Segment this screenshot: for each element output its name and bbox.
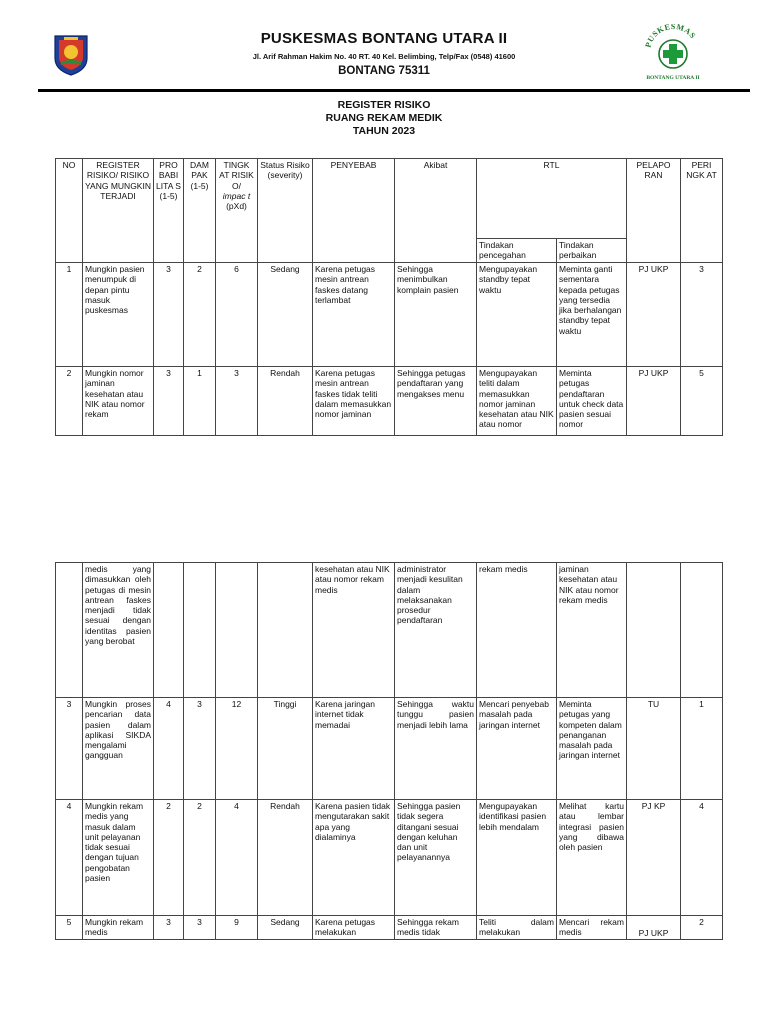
cell-probabilitas: 3: [154, 916, 184, 940]
cell-probabilitas: 2: [154, 800, 184, 916]
cell-penyebab: Karena jaringan internet tidak memadai: [313, 698, 395, 800]
header-tindakan-pencegahan: Tindakan pencegahan: [477, 239, 557, 263]
cell-peringkat: 3: [681, 263, 723, 367]
cell-pencegahan: Mengupayakan teliti dalam memasukkan nomor jaminan kesehatan atau NIK atau nomor: [477, 367, 557, 436]
cell-pencegahan: Mencari penyebab masalah pada jaringan internet: [477, 698, 557, 800]
cell-pencegahan: Teliti dalam melakukan: [477, 916, 557, 940]
header-penyebab: PENYEBAB: [313, 159, 395, 263]
header-tindakan-perbaikan: Tindakan perbaikan: [557, 239, 627, 263]
header-register: REGISTER RISIKO/ RISIKO YANG MUNGKIN TERJADI: [83, 159, 154, 263]
cell-penyebab: Karena petugas melakukan: [313, 916, 395, 940]
cell-risiko: medis yang dimasukkan oleh petugas di mesin antrean faskes menjadi tidak sesuai dengan identitas pasien yang berobat: [83, 563, 154, 698]
cell-penyebab: Karena petugas mesin antrean faskes tidak teliti dalam memasukkan nomor jaminan: [313, 367, 395, 436]
cell-status: Rendah: [258, 800, 313, 916]
cell-tingkat: 3: [216, 367, 258, 436]
cell-status: [258, 563, 313, 698]
title-line-2: RUANG REKAM MEDIK: [325, 112, 443, 124]
table-header-row: [56, 159, 723, 239]
cell-status: Sedang: [258, 916, 313, 940]
cell-akibat: Sehingga petugas pendaftaran yang mengakses menu: [395, 367, 477, 436]
cell-akibat: administrator menjadi kesulitan dalam melaksanakan prosedur pendaftaran: [395, 563, 477, 698]
cell-no: 2: [56, 367, 83, 436]
cell-perbaikan: Meminta ganti sementara kepada petugas yang tersedia jika berhalangan standby tepat waktu: [557, 263, 627, 367]
title-line-1: REGISTER RISIKO: [337, 99, 431, 111]
cell-akibat: Sehingga menimbulkan komplain pasien: [395, 263, 477, 367]
cell-akibat: Sehingga waktu tunggu pasien menjadi lebih lama: [395, 698, 477, 800]
table-row: [56, 563, 723, 698]
header-tingkat-part-b: impac t: [222, 190, 251, 201]
cell-probabilitas: 4: [154, 698, 184, 800]
table-row: [56, 916, 723, 940]
cell-perbaikan: jaminan kesehatan atau NIK atau nomor rekam medis: [557, 563, 627, 698]
cell-peringkat: 5: [681, 367, 723, 436]
organization-city: BONTANG 75311: [338, 65, 430, 77]
cell-dampak: 2: [184, 263, 216, 367]
header-rtl: RTL: [477, 159, 627, 239]
cell-peringkat: 2: [681, 916, 723, 940]
cell-perbaikan: Meminta petugas pendaftaran untuk check data pasien sesuai nomor: [557, 367, 627, 436]
cell-pencegahan: rekam medis: [477, 563, 557, 698]
organization-name: PUSKESMAS BONTANG UTARA II: [260, 30, 508, 47]
header-tingkat-part-c: (pXd): [226, 201, 247, 212]
cell-dampak: 3: [184, 916, 216, 940]
cell-probabilitas: [154, 563, 184, 698]
cell-perbaikan: Meminta petugas yang kompeten dalam penanganan masalah pada jaringan internet: [557, 698, 627, 800]
cell-no: [56, 563, 83, 698]
cell-tingkat: 6: [216, 263, 258, 367]
table-row: [56, 263, 723, 367]
table-row: [56, 800, 723, 916]
cell-status: Rendah: [258, 367, 313, 436]
header-pelaporan: PELAPO RAN: [627, 159, 681, 263]
cell-no: 5: [56, 916, 83, 940]
cell-pelapor: PJ UKP: [627, 916, 681, 940]
cell-no: 3: [56, 698, 83, 800]
cell-penyebab: Karena petugas mesin antrean faskes datang terlambat: [313, 263, 395, 367]
cell-no: 4: [56, 800, 83, 916]
cell-perbaikan: Melihat kartu atau lembar integrasi pasien yang dibawa oleh pasien: [557, 800, 627, 916]
cell-akibat: Sehingga pasien tidak segera ditangani sesuai dengan keluhan dan unit pelayanannya: [395, 800, 477, 916]
organization-address: Jl. Arif Rahman Hakim No. 40 RT. 40 Kel. Belimbing, Telp/Fax (0548) 41600: [252, 52, 516, 61]
cell-peringkat: 4: [681, 800, 723, 916]
table-row: [56, 698, 723, 800]
cell-risiko: Mungkin pasien menumpuk di depan pintu masuk puskesmas: [83, 263, 154, 367]
cell-pelapor: TU: [627, 698, 681, 800]
cell-tingkat: 9: [216, 916, 258, 940]
cell-no: 1: [56, 263, 83, 367]
puskesmas-logo: [642, 24, 704, 84]
document-title: [0, 99, 768, 138]
cell-risiko: Mungkin proses pencarian data pasien dalam aplikasi SIKDA mengalami gangguan: [83, 698, 154, 800]
cell-dampak: [184, 563, 216, 698]
header-probabilitas: PRO BABI LITA S (1-5): [154, 159, 184, 263]
logo-top-text: PUSKESMAS: [643, 24, 698, 49]
cell-peringkat: 1: [681, 698, 723, 800]
header-divider: [38, 89, 750, 92]
cell-penyebab: kesehatan atau NIK atau nomor rekam medis: [313, 563, 395, 698]
cell-pelapor: PJ UKP: [627, 367, 681, 436]
cell-risiko: Mungkin nomor jaminan kesehatan atau NIK atau nomor rekam: [83, 367, 154, 436]
risk-register-table-page-1: [55, 158, 723, 436]
header-tingkat-risiko: [216, 159, 258, 263]
cell-risiko: Mungkin rekam medis: [83, 916, 154, 940]
cell-pelapor: PJ UKP: [627, 263, 681, 367]
cell-peringkat: [681, 563, 723, 698]
header-peringkat: PERI NGK AT: [681, 159, 723, 263]
cell-penyebab: Karena pasien tidak mengutarakan sakit apa yang dialaminya: [313, 800, 395, 916]
header-akibat: Akibat: [395, 159, 477, 263]
cell-dampak: 3: [184, 698, 216, 800]
header-tingkat-part-a: TINGK AT RISIK O/: [219, 160, 254, 191]
cell-dampak: 2: [184, 800, 216, 916]
cell-pelapor: [627, 563, 681, 698]
risk-register-table-page-2: [55, 562, 723, 940]
cell-tingkat: [216, 563, 258, 698]
cell-status: Tinggi: [258, 698, 313, 800]
cell-tingkat: 12: [216, 698, 258, 800]
cell-akibat: Sehingga rekam medis tidak: [395, 916, 477, 940]
cell-status: Sedang: [258, 263, 313, 367]
cell-probabilitas: 3: [154, 367, 184, 436]
cell-tingkat: 4: [216, 800, 258, 916]
cell-pencegahan: Mengupayakan identifikasi pasien lebih mendalam: [477, 800, 557, 916]
cell-probabilitas: 3: [154, 263, 184, 367]
header-status: Status Risiko (severity): [258, 159, 313, 263]
cell-pelapor: PJ KP: [627, 800, 681, 916]
cell-pencegahan: Mengupayakan standby tepat waktu: [477, 263, 557, 367]
header-no: NO: [56, 159, 83, 263]
table-row: [56, 367, 723, 436]
logo-bottom-text: BONTANG UTARA II: [646, 75, 700, 81]
cell-dampak: 1: [184, 367, 216, 436]
title-line-3: TAHUN 2023: [352, 125, 416, 137]
cell-perbaikan: Mencari rekam medis: [557, 916, 627, 940]
header-dampak: DAM PAK (1-5): [184, 159, 216, 263]
cell-risiko: Mungkin rekam medis yang masuk dalam unit pelayanan tidak sesuai dengan tujuan pengobatan pasien: [83, 800, 154, 916]
